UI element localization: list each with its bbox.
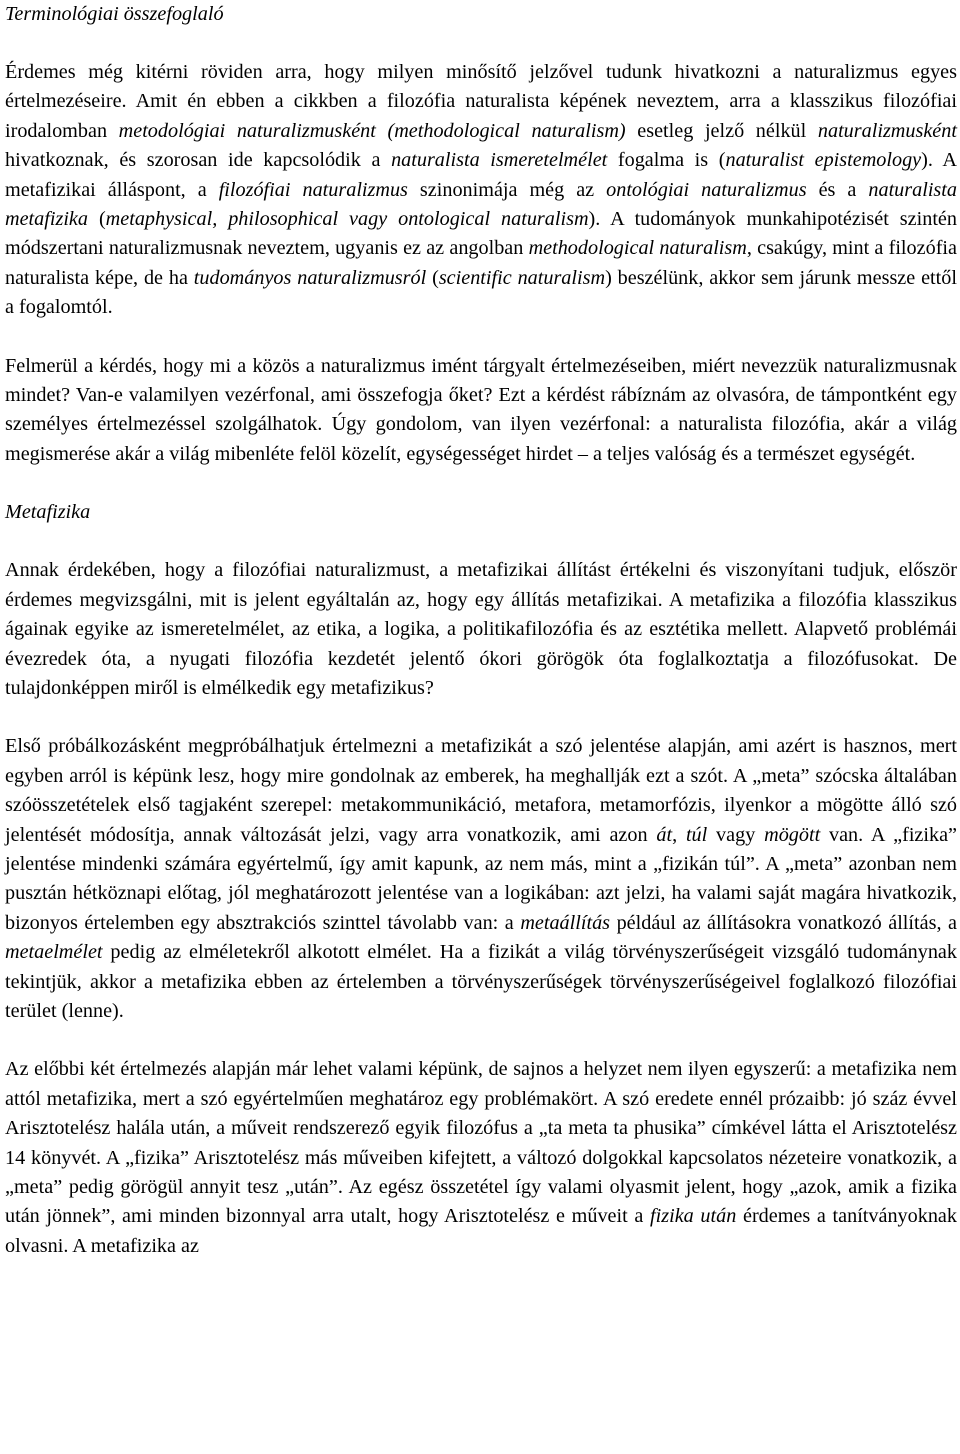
section-title-terminology: Terminológiai összefoglaló bbox=[5, 3, 224, 25]
italic-text-run: metaphysical, philosophical vagy ontological naturalism bbox=[105, 208, 589, 231]
italic-text-run: át bbox=[656, 823, 673, 846]
italic-text-run: methodological naturalism bbox=[528, 237, 747, 260]
italic-text-run: metaállítás bbox=[520, 911, 611, 934]
italic-text-run: scientific naturalism bbox=[438, 266, 606, 289]
italic-text-run: metaelmélet bbox=[5, 941, 103, 964]
italic-text-run: fizika után bbox=[650, 1205, 737, 1228]
text-run: és a bbox=[806, 178, 869, 201]
text-run: érdemes a tanítványoknak olvasni. A metafizika az bbox=[5, 1205, 957, 1257]
text-run: vagy bbox=[707, 823, 765, 846]
text-run: Első próbálkozásként megpróbálhatjuk értelmezni a metafizikát a szó jelentése alapján, ami azért is hasznos, mert egyben arról is képünk lesz, hogy mire gondolnak az emberek, ha meghallják ezt a szót. A „meta” szócska általában szóösszetételek első tagjaként szerepel: metakommunikáció, metafora, metamorfózis, ilyenkor a mögötte álló szó jelentését módosítja, annak változását jelzi, vagy arra vonatkozik, ami azon bbox=[5, 735, 957, 846]
paragraph-metafizika-2 bbox=[5, 732, 957, 1026]
spacer bbox=[5, 1026, 957, 1055]
italic-text-run: naturalizmusként bbox=[817, 119, 957, 142]
paragraph-metafizika-3 bbox=[5, 1055, 957, 1261]
text-run: ( bbox=[426, 266, 439, 289]
text-run: , csakúgy, mint a filozófia naturalista képe, de ha bbox=[5, 237, 957, 289]
text-run: hivatkoznak, és szorosan ide kapcsolódik a bbox=[5, 149, 392, 172]
italic-text-run: naturalista metafizika bbox=[5, 178, 957, 231]
section-title-metafizika: Metafizika bbox=[5, 501, 91, 524]
italic-text-run: ontológiai naturalizmus bbox=[606, 178, 807, 201]
paragraph-terminology-2 bbox=[5, 352, 957, 470]
paragraph-metafizika-1 bbox=[5, 556, 957, 703]
text-run: pedig az elméletekről alkotott elmélet. Ha a fizikát a világ törvényszerűségeit vizsgáló tudománynak tekintjük, akkor a metafizika ebben az értelemben a törvényszerűségek törvényszerűségeivel foglalkozó filozófiai terület (lenne). bbox=[5, 941, 957, 1022]
text-run: Annak érdekében, hogy a filozófiai naturalizmust, a metafizikai állítást értékelni és viszonyítani tudjuk, először érdemes megvizsgálni, mit is jelent egyáltalán az, hogy egy állítás metafizikai. A metafizika a filozófia klasszikus ágainak egyike az ismeretelmélet, az etika, a logika, a politikafilozófia és az esztétika mellett. Alapvető problémái évezredek óta, a nyugati filozófia kezdetét jelentő ókori görögök óta foglalkoztatja a filozófusokat. De tulajdonképpen miről is elmélkedik egy metafizikus? bbox=[5, 559, 957, 699]
italic-text-run: metodológiai naturalizmusként (methodological naturalism) bbox=[118, 119, 626, 142]
text-run: például az állításokra vonatkozó állítás, a bbox=[610, 911, 957, 934]
italic-text-run: naturalista ismeretelmélet bbox=[391, 149, 608, 172]
text-run: Az előbbi két értelmezés alapján már lehet valami képünk, de sajnos a helyzet nem ilyen egyszerű: a metafizika nem attól metafizika, mert a szó egyértelműen meghatároz egy problémakört. A szó eredete ennél prózaibb: jó száz évvel Arisztotelész halála után, a műveit rendszerező egyik filozófus a „ta meta ta phusika” címkével látta el Arisztotelész 14 könyvét. A „fizika” Arisztotelész más műveiben kifejtett, a változó dolgokkal kapcsolatos nézeteire vonatkozik, a „meta” pedig görögül annyit tesz „után”. Az egész összetétel így valami olyasmit jelent, hogy „azok, amik a fizika után jönnek”, ami minden bizonnyal arra utalt, hogy Arisztotelész e műveit a bbox=[5, 1058, 957, 1228]
text-run: ) beszélünk, akkor sem járunk messze ettől a fogalomtól. bbox=[5, 266, 957, 319]
spacer bbox=[5, 527, 957, 556]
spacer bbox=[5, 703, 957, 732]
spacer bbox=[5, 323, 957, 352]
italic-text-run: mögött bbox=[764, 823, 821, 846]
text-run: ). A tudományok munkahipotézisét szintén módszertani naturalizmusnak neveztem, ugyanis ez az angolban bbox=[5, 208, 957, 260]
text-run: , bbox=[672, 823, 686, 846]
text-run: szinonimája még az bbox=[407, 178, 607, 201]
text-run: esetleg jelző nélkül bbox=[625, 119, 818, 142]
spacer bbox=[5, 29, 957, 58]
italic-text-run: filozófiai naturalizmus bbox=[218, 178, 408, 201]
italic-text-run: túl bbox=[685, 823, 708, 846]
spacer bbox=[5, 469, 957, 498]
text-run: fogalma is ( bbox=[607, 149, 726, 172]
italic-text-run: naturalist epistemology bbox=[725, 149, 922, 172]
text-run: Érdemes még kitérni röviden arra, hogy milyen minősítő jelzővel tudunk hivatkozni a naturalizmus egyes értelmezéseire. Amit én ebben a cikkben a filozófia naturalista képének neveztem, arra a klasszikus filozófiai irodalomban bbox=[5, 61, 957, 142]
text-run: Felmerül a kérdés, hogy mi a közös a naturalizmus imént tárgyalt értelmezéseiben, miért nevezzük naturalizmusnak mindet? Van-e valamilyen vezérfonal, ami összefogja őket? Ezt a kérdést rábíznám az olvasóra, de támpontként egy személyes értelmezéssel szolgálhatok. Úgy gondolom, van ilyen vezérfonal: a naturalista filozófia, akár a világ megismerése akár a világ mibenléte felöl közelít, egységességet hirdet – a teljes valóság és a természet egységét. bbox=[5, 354, 957, 465]
text-run: ). A metafizikai álláspont, a bbox=[5, 149, 957, 201]
italic-text-run: tudományos naturalizmusról bbox=[193, 266, 427, 289]
text-run: ( bbox=[87, 208, 106, 231]
paragraph-terminology-1 bbox=[5, 58, 957, 323]
text-run: van. A „fizika” jelentése mindenki számára egyértelmű, így amit kapunk, az nem más, mint a „fizikán túl”. A „meta” azonban nem pusztán hétköznapi előtag, jól meghatározott jelentése van a logikában: azt jelzi, ha valami saját magára hivatkozik, bizonyos értelemben egy absztrakciós szinttel távolabb van: a bbox=[5, 823, 958, 934]
